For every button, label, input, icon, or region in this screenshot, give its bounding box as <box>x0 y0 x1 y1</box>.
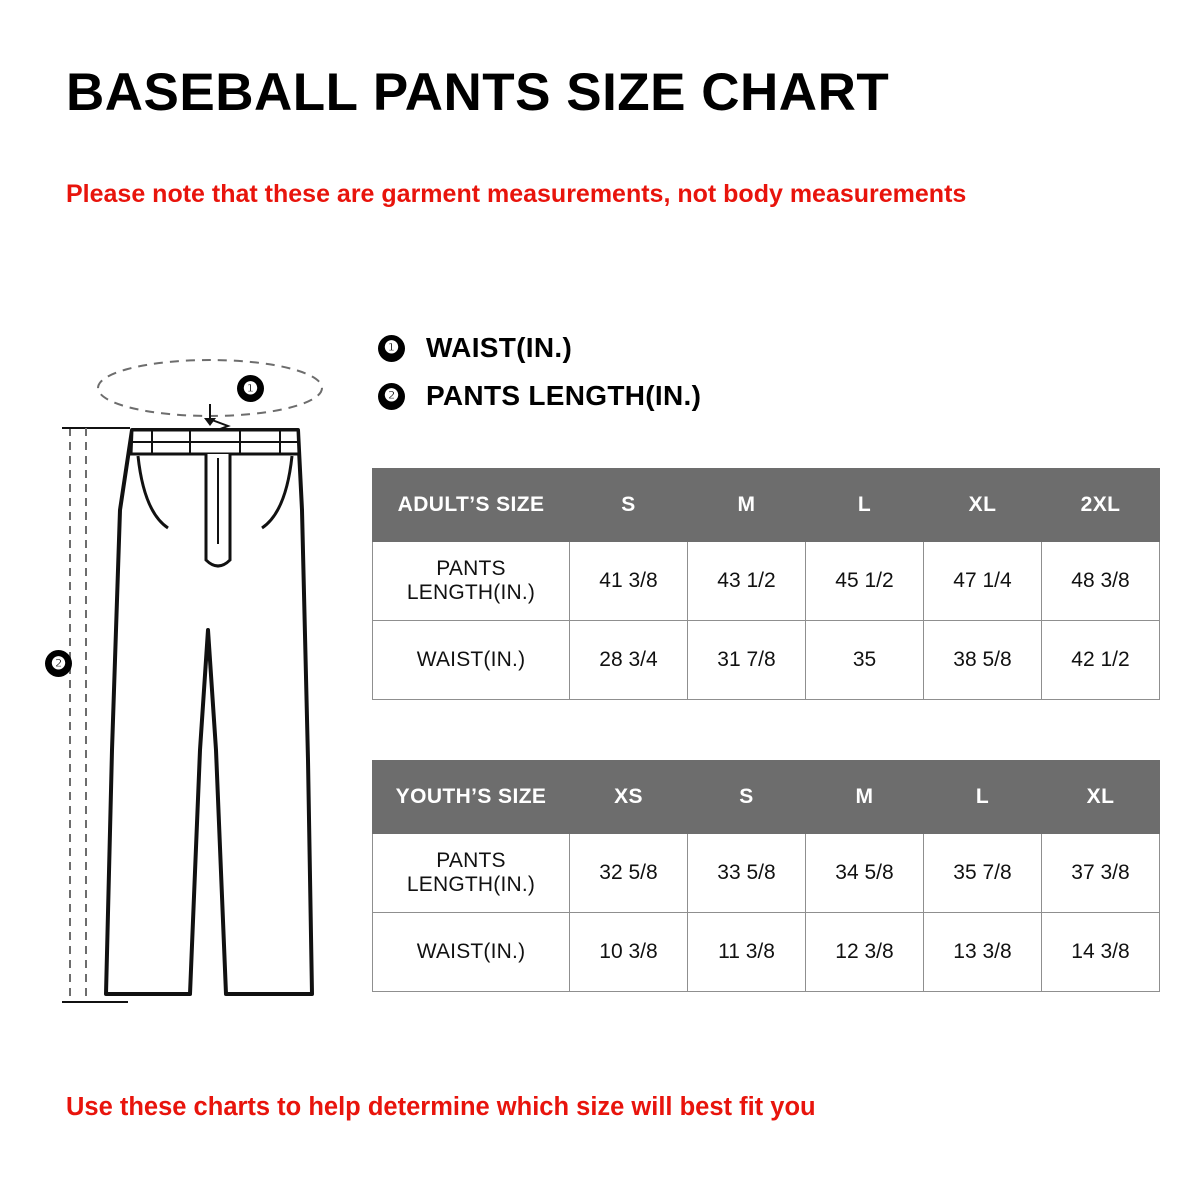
youth-waist-m: 12 3/8 <box>806 913 924 992</box>
table-row <box>373 913 1160 992</box>
youth-length-xl: 37 3/8 <box>1042 834 1160 913</box>
adult-corner-label: ADULT’S SIZE <box>373 469 570 542</box>
marker-2-icon: ❷ <box>378 383 405 410</box>
diagram-marker-waist-icon: ❶ <box>237 375 264 402</box>
footer-note: Use these charts to help determine which size will best fit you <box>66 1093 816 1121</box>
adult-col-2xl: 2XL <box>1042 469 1160 542</box>
page-title: BASEBALL PANTS SIZE CHART <box>66 63 890 122</box>
pants-diagram <box>40 330 370 1020</box>
youth-corner-label: YOUTH’S SIZE <box>373 761 570 834</box>
youth-waist-l: 13 3/8 <box>924 913 1042 992</box>
table-header-row <box>373 469 1160 542</box>
youth-size-table <box>372 760 1160 992</box>
youth-row-label-length: PANTS LENGTH(IN.) <box>373 834 570 913</box>
adult-length-l: 45 1/2 <box>806 542 924 621</box>
youth-col-xl: XL <box>1042 761 1160 834</box>
legend-item-waist <box>378 332 878 364</box>
youth-length-s: 33 5/8 <box>688 834 806 913</box>
youth-row-label-waist: WAIST(IN.) <box>373 913 570 992</box>
adult-col-s: S <box>570 469 688 542</box>
legend-label-waist: WAIST(IN.) <box>426 332 573 363</box>
youth-length-m: 34 5/8 <box>806 834 924 913</box>
adult-length-xl: 47 1/4 <box>924 542 1042 621</box>
adult-length-2xl: 48 3/8 <box>1042 542 1160 621</box>
adult-size-table <box>372 468 1160 700</box>
adult-waist-l: 35 <box>806 621 924 700</box>
adult-waist-m: 31 7/8 <box>688 621 806 700</box>
table-row <box>373 834 1160 913</box>
youth-col-m: M <box>806 761 924 834</box>
legend <box>378 332 878 428</box>
pants-illustration-svg <box>40 330 370 1020</box>
adult-col-xl: XL <box>924 469 1042 542</box>
youth-waist-s: 11 3/8 <box>688 913 806 992</box>
table-row <box>373 542 1160 621</box>
youth-length-l: 35 7/8 <box>924 834 1042 913</box>
adult-row-label-waist: WAIST(IN.) <box>373 621 570 700</box>
youth-waist-xl: 14 3/8 <box>1042 913 1160 992</box>
adult-row-label-length: PANTS LENGTH(IN.) <box>373 542 570 621</box>
table-row <box>373 621 1160 700</box>
measurement-note: Please note that these are garment measurements, not body measurements <box>66 180 967 208</box>
youth-col-s: S <box>688 761 806 834</box>
diagram-marker-length-icon: ❷ <box>45 650 72 677</box>
marker-1-icon: ❶ <box>378 335 405 362</box>
legend-label-length: PANTS LENGTH(IN.) <box>426 380 702 411</box>
legend-item-length <box>378 380 878 412</box>
adult-waist-2xl: 42 1/2 <box>1042 621 1160 700</box>
adult-length-m: 43 1/2 <box>688 542 806 621</box>
adult-length-s: 41 3/8 <box>570 542 688 621</box>
adult-waist-xl: 38 5/8 <box>924 621 1042 700</box>
youth-col-xs: XS <box>570 761 688 834</box>
adult-col-m: M <box>688 469 806 542</box>
adult-col-l: L <box>806 469 924 542</box>
table-header-row <box>373 761 1160 834</box>
youth-col-l: L <box>924 761 1042 834</box>
adult-waist-s: 28 3/4 <box>570 621 688 700</box>
youth-length-xs: 32 5/8 <box>570 834 688 913</box>
youth-waist-xs: 10 3/8 <box>570 913 688 992</box>
